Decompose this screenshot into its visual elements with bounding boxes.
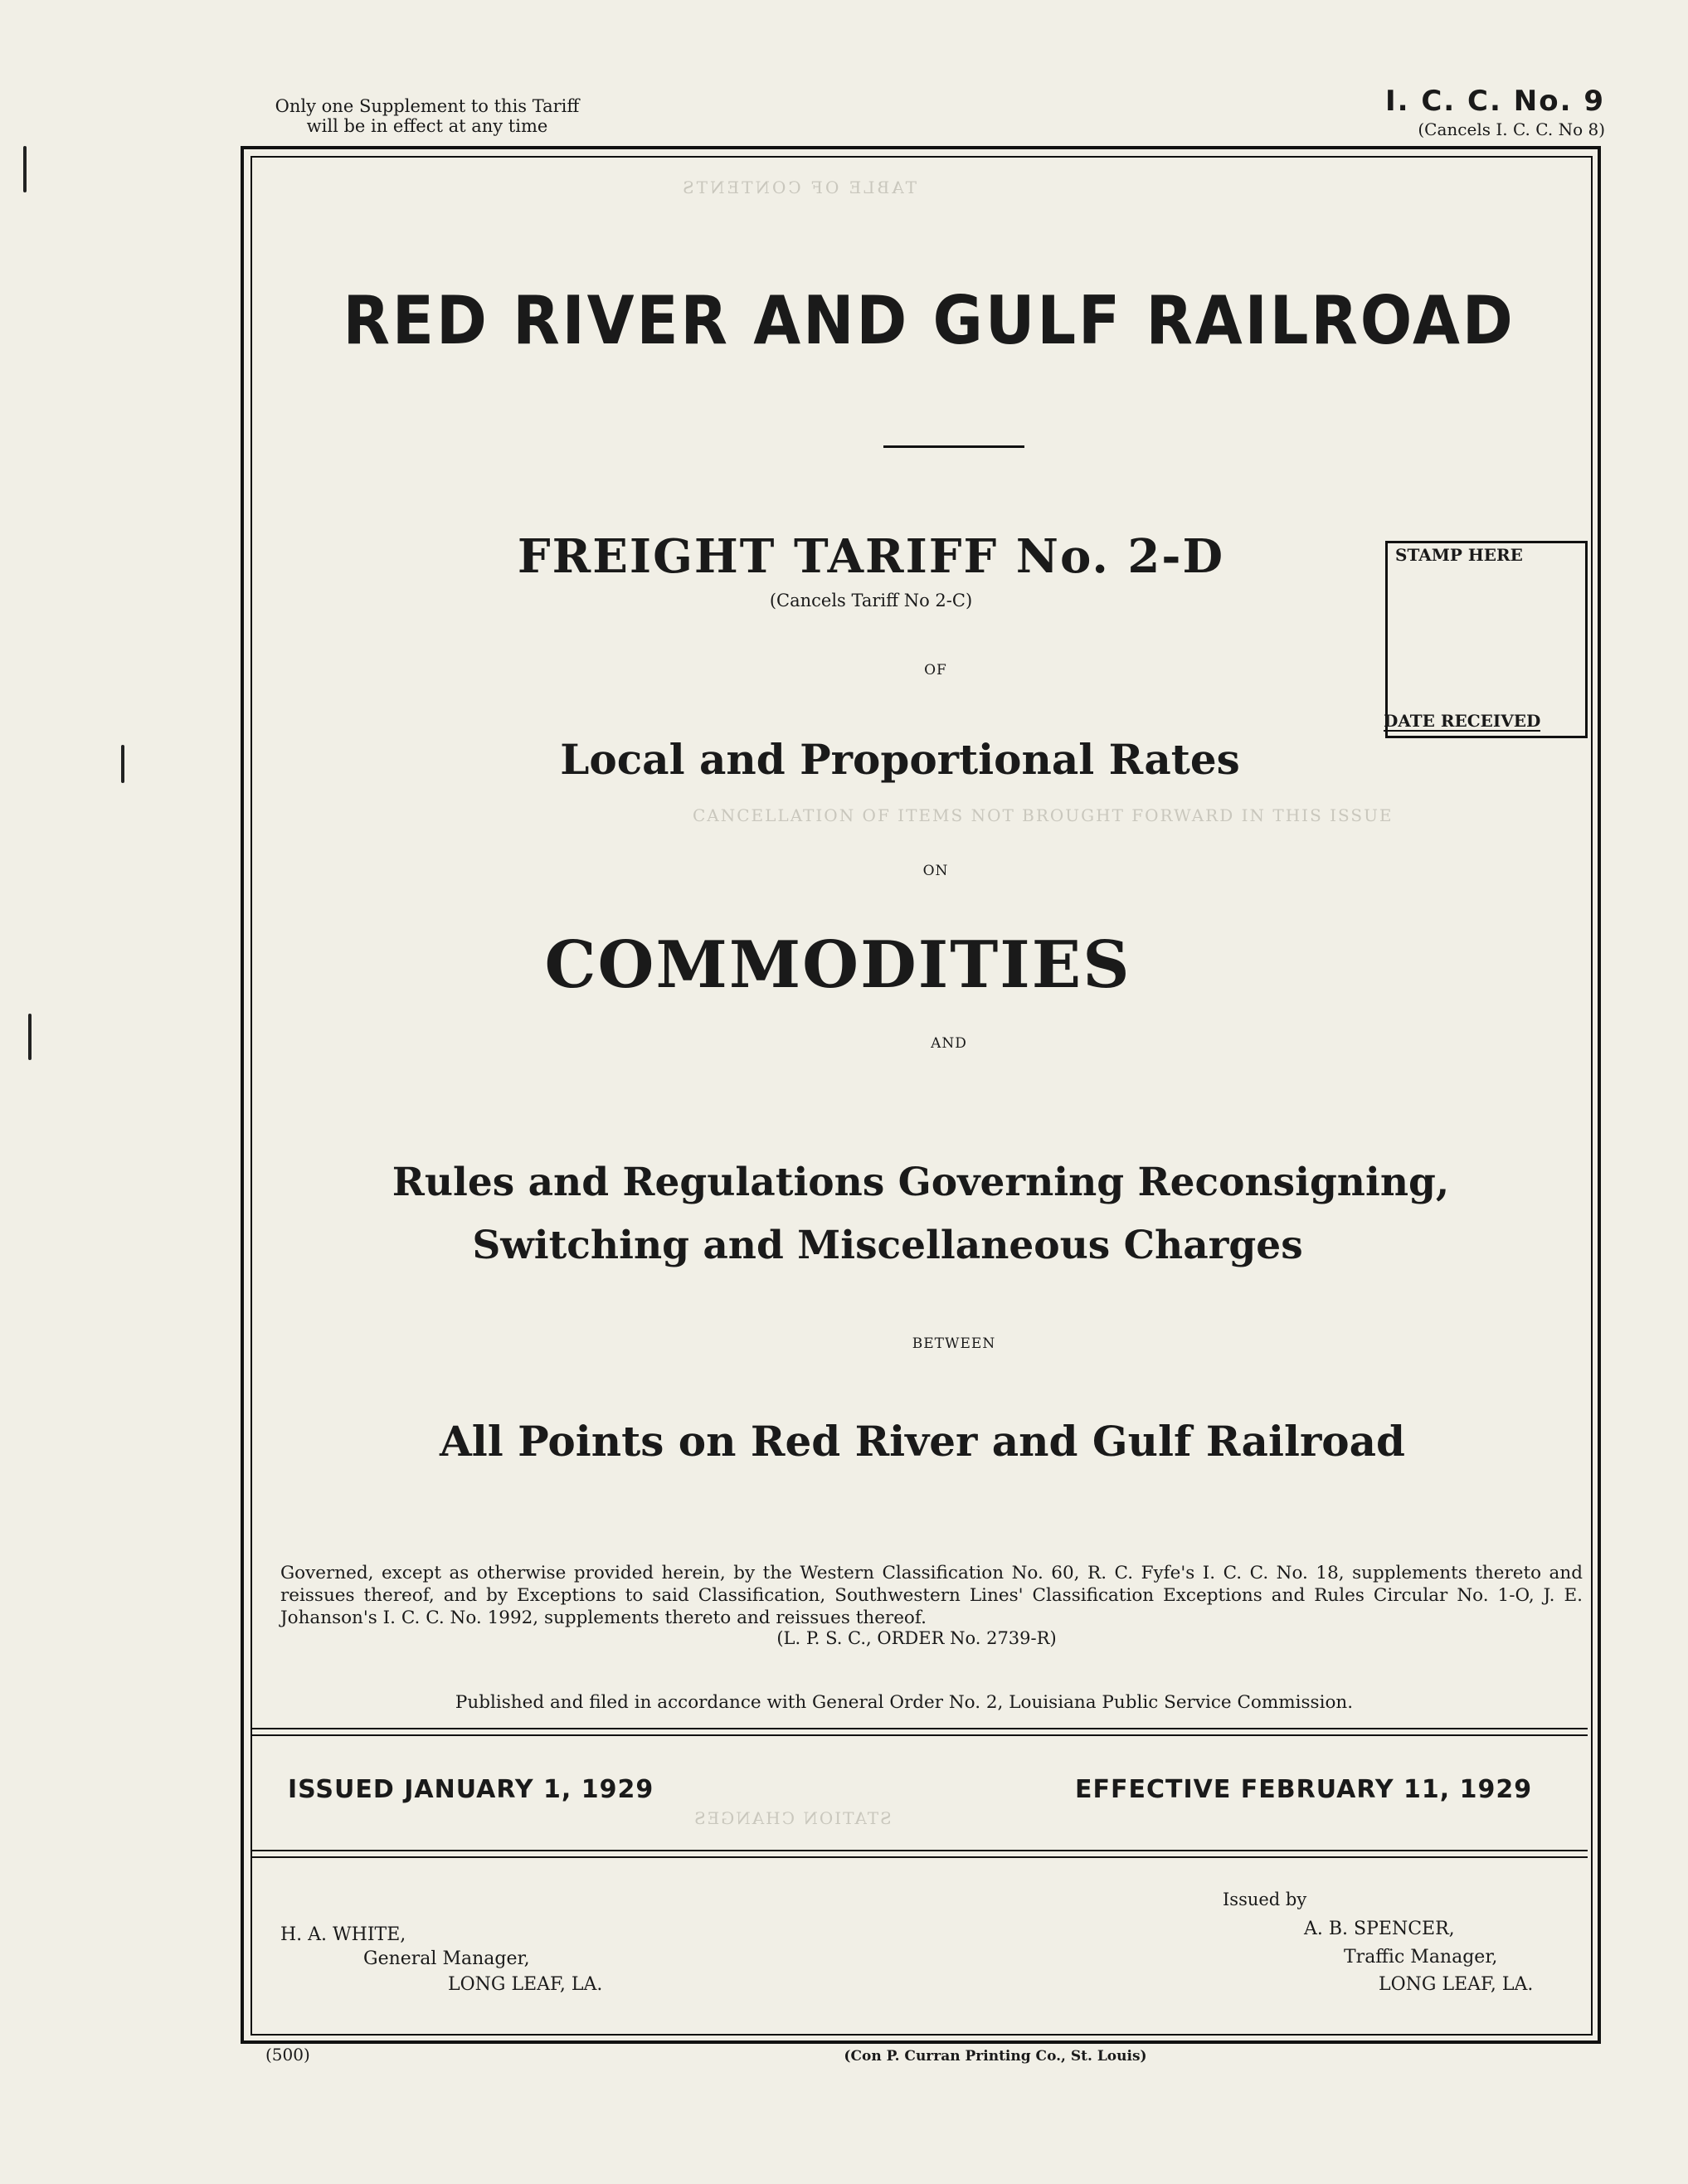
published-note: Published and filed in accordance with General Order No. 2, Louisiana Public Service Commission. bbox=[455, 1692, 1354, 1713]
binding-mark bbox=[28, 1014, 32, 1060]
supplement-note bbox=[249, 96, 606, 136]
connector-between: BETWEEN bbox=[912, 1335, 996, 1352]
date-received-label: DATE RECEIVED bbox=[1384, 711, 1541, 731]
issued-date: ISSUED JANUARY 1, 1929 bbox=[288, 1775, 654, 1804]
issued-by-label: Issued by bbox=[1223, 1890, 1307, 1909]
signatory-name: H. A. WHITE, bbox=[280, 1924, 406, 1945]
signatory-title: Traffic Manager, bbox=[1344, 1947, 1498, 1968]
connector-of: OF bbox=[924, 662, 947, 679]
icc-cancels: (Cancels I. C. C. No 8) bbox=[1418, 119, 1605, 139]
signatory-location: LONG LEAF, LA. bbox=[448, 1974, 603, 1995]
divider-double-line bbox=[252, 1850, 1588, 1858]
tariff-cancels: (Cancels Tariff No 2-C) bbox=[769, 591, 973, 610]
binding-mark bbox=[121, 745, 124, 783]
railroad-title: RED RIVER AND GULF RAILROAD bbox=[343, 282, 1515, 359]
stamp-box bbox=[1385, 541, 1588, 738]
print-count: (500) bbox=[265, 2045, 310, 2065]
stamp-here-label: STAMP HERE bbox=[1395, 545, 1523, 565]
title-divider bbox=[883, 445, 1024, 448]
bleed-through-station: STATION CHANGES bbox=[693, 1808, 892, 1828]
binding-mark bbox=[23, 146, 27, 192]
printer-credit: (Con P. Curran Printing Co., St. Louis) bbox=[844, 2048, 1147, 2065]
local-rates-heading: Local and Proportional Rates bbox=[560, 735, 1240, 784]
supplement-note-line-1: Only one Supplement to this Tariff bbox=[275, 96, 580, 116]
lpsc-order: (L. P. S. C., ORDER No. 2739-R) bbox=[776, 1628, 1057, 1648]
effective-date: EFFECTIVE FEBRUARY 11, 1929 bbox=[1075, 1775, 1533, 1804]
points-heading: All Points on Red River and Gulf Railroad bbox=[439, 1417, 1405, 1466]
connector-on: ON bbox=[922, 863, 949, 879]
supplement-note-line-2: will be in effect at any time bbox=[306, 116, 548, 136]
inner-border bbox=[251, 156, 1593, 2036]
bleed-through-contents: TABLE OF CONTENTS bbox=[680, 178, 917, 197]
tariff-title: FREIGHT TARIFF No. 2-D bbox=[517, 529, 1225, 584]
rules-heading-line-2: Switching and Miscellaneous Charges bbox=[472, 1223, 1303, 1268]
icc-number-block bbox=[1340, 85, 1605, 139]
icc-number: I. C. C. No. 9 bbox=[1384, 85, 1605, 118]
governed-paragraph: Governed, except as otherwise provided herein, by the Western Classification No. 60, R. C. Fyfe's I. C. C. No. 18, supplements thereto and reissues thereof, and by Exceptions to said Classification, Southwestern Lines' Classification Exceptions and Rules Circular No. 1-O, J. E. Johanson's I. C. C. No. 1992, supplements thereto and reissues thereof. bbox=[280, 1563, 1583, 1628]
divider-double-line bbox=[252, 1728, 1588, 1736]
commodities-heading: COMMODITIES bbox=[544, 927, 1131, 1003]
signatory-location: LONG LEAF, LA. bbox=[1379, 1974, 1534, 1995]
connector-and: AND bbox=[931, 1035, 967, 1052]
bleed-through-cancellation: CANCELLATION OF ITEMS NOT BROUGHT FORWARD IN THIS ISSUE bbox=[693, 805, 1394, 825]
signatory-name: A. B. SPENCER, bbox=[1304, 1919, 1455, 1939]
signatory-title: General Manager, bbox=[363, 1948, 530, 1969]
rules-heading-line-1: Rules and Regulations Governing Reconsigning, bbox=[392, 1160, 1450, 1205]
